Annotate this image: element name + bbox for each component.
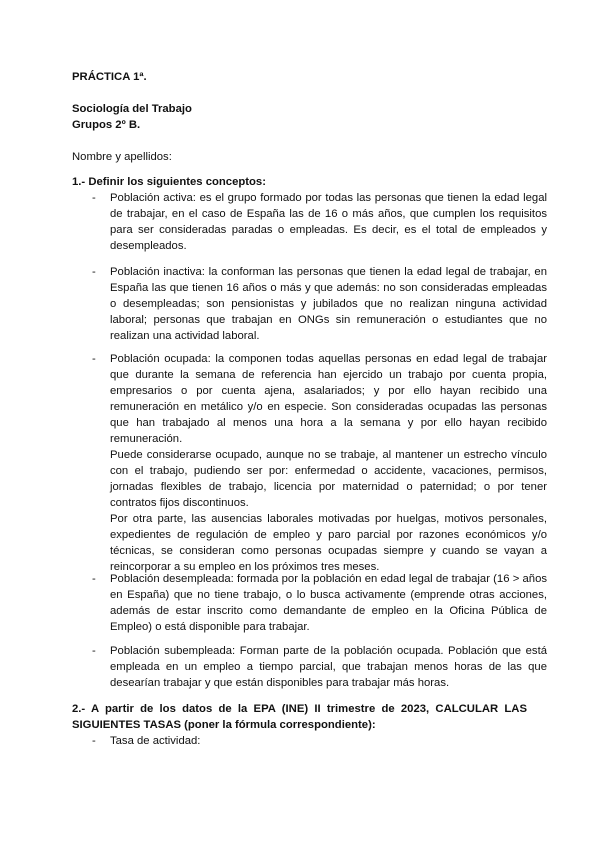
groups-label: Grupos 2º B. [72, 119, 141, 131]
concept-paragraph: Población subempleada: Forman parte de la población ocupada. Población que está empleada en un empleo a tiempo parcial, que trabajan menos horas de las que desearían trabajar y que están disponibles para trabajar más horas. [110, 645, 547, 689]
concept-paragraph: Población ocupada: la componen todas aquellas personas en edad legal de trabajar que durante la semana de referencia han ejercido un trabajo por cuenta propia, empresarios o por cuenta ajena, asalariados; y por ello hayan recibido una remuneración en metálico y/o en especie. Son consideradas ocupadas las personas que han trabajado al menos una hora a la semana y por ello hayan recibido remuneración. [110, 353, 547, 445]
bullet-dash: - [92, 192, 96, 204]
bullet-dash: - [92, 735, 96, 747]
section2-heading [72, 701, 527, 733]
section1-heading: 1.- Definir los siguientes conceptos: [72, 176, 266, 188]
concept-paragraph: Población desempleada: formada por la población en edad legal de trabajar (16 > años en España) que no tiene trabajo, o lo busca activamente (emprende otras acciones, además de estar inscrito como demandante de empleo en la Oficina Pública de Empleo) o está disponible para trabajar. [110, 573, 547, 633]
concept-paragraph: Por otra parte, las ausencias laborales motivadas por huelgas, motivos personales, expedientes de regulación de empleo y paro parcial por razones económicos y/o técnicas, se consideran como personas ocupadas siempre y cuando se vayan a reincorporar a su empleo en los próximos tres meses. [110, 513, 547, 573]
bullet-dash: - [92, 573, 96, 585]
bullet-dash: - [92, 645, 96, 657]
section2-heading-text: 2.- A partir de los datos de la EPA (INE) II trimestre de 2023, CALCULAR LAS SIGUIENTES TASAS (poner la fórmula correspondiente): [72, 703, 527, 731]
subject-title: Sociología del Trabajo [72, 103, 192, 115]
bullet-dash: - [92, 353, 96, 365]
bullet-dash: - [92, 266, 96, 278]
concept-paragraph: Puede considerarse ocupado, aunque no se trabaje, al mantener un estrecho vínculo con el trabajo, pudiendo ser por: enfermedad o accidente, vacaciones, permisos, jornadas flexibles de trabajo, licencia por maternidad o paternidad; o por tener contratos fijos discontinuos. [110, 449, 547, 509]
practice-title: PRÁCTICA 1ª. [72, 71, 147, 83]
rate-label: Tasa de actividad: [110, 735, 201, 747]
concept-paragraph: Población activa: es el grupo formado por todas las personas que tienen la edad legal de trabajar, en el caso de España las de 16 o más años, que cumplen los requisitos para ser consideradas paradas o empleadas. Es decir, es el total de empleados y desempleados. [110, 192, 547, 252]
concept-paragraph: Población inactiva: la conforman las personas que tienen la edad legal de trabajar, en España las que tienen 16 años o más y que además: no son consideradas empleadas o desempleadas; son pensionistas y jubilados que no realizan ninguna actividad laboral; personas que trabajan en ONGs sin remuneración o estudiantes que no realizan una actividad laboral. [110, 266, 547, 342]
name-label: Nombre y apellidos: [72, 151, 172, 163]
